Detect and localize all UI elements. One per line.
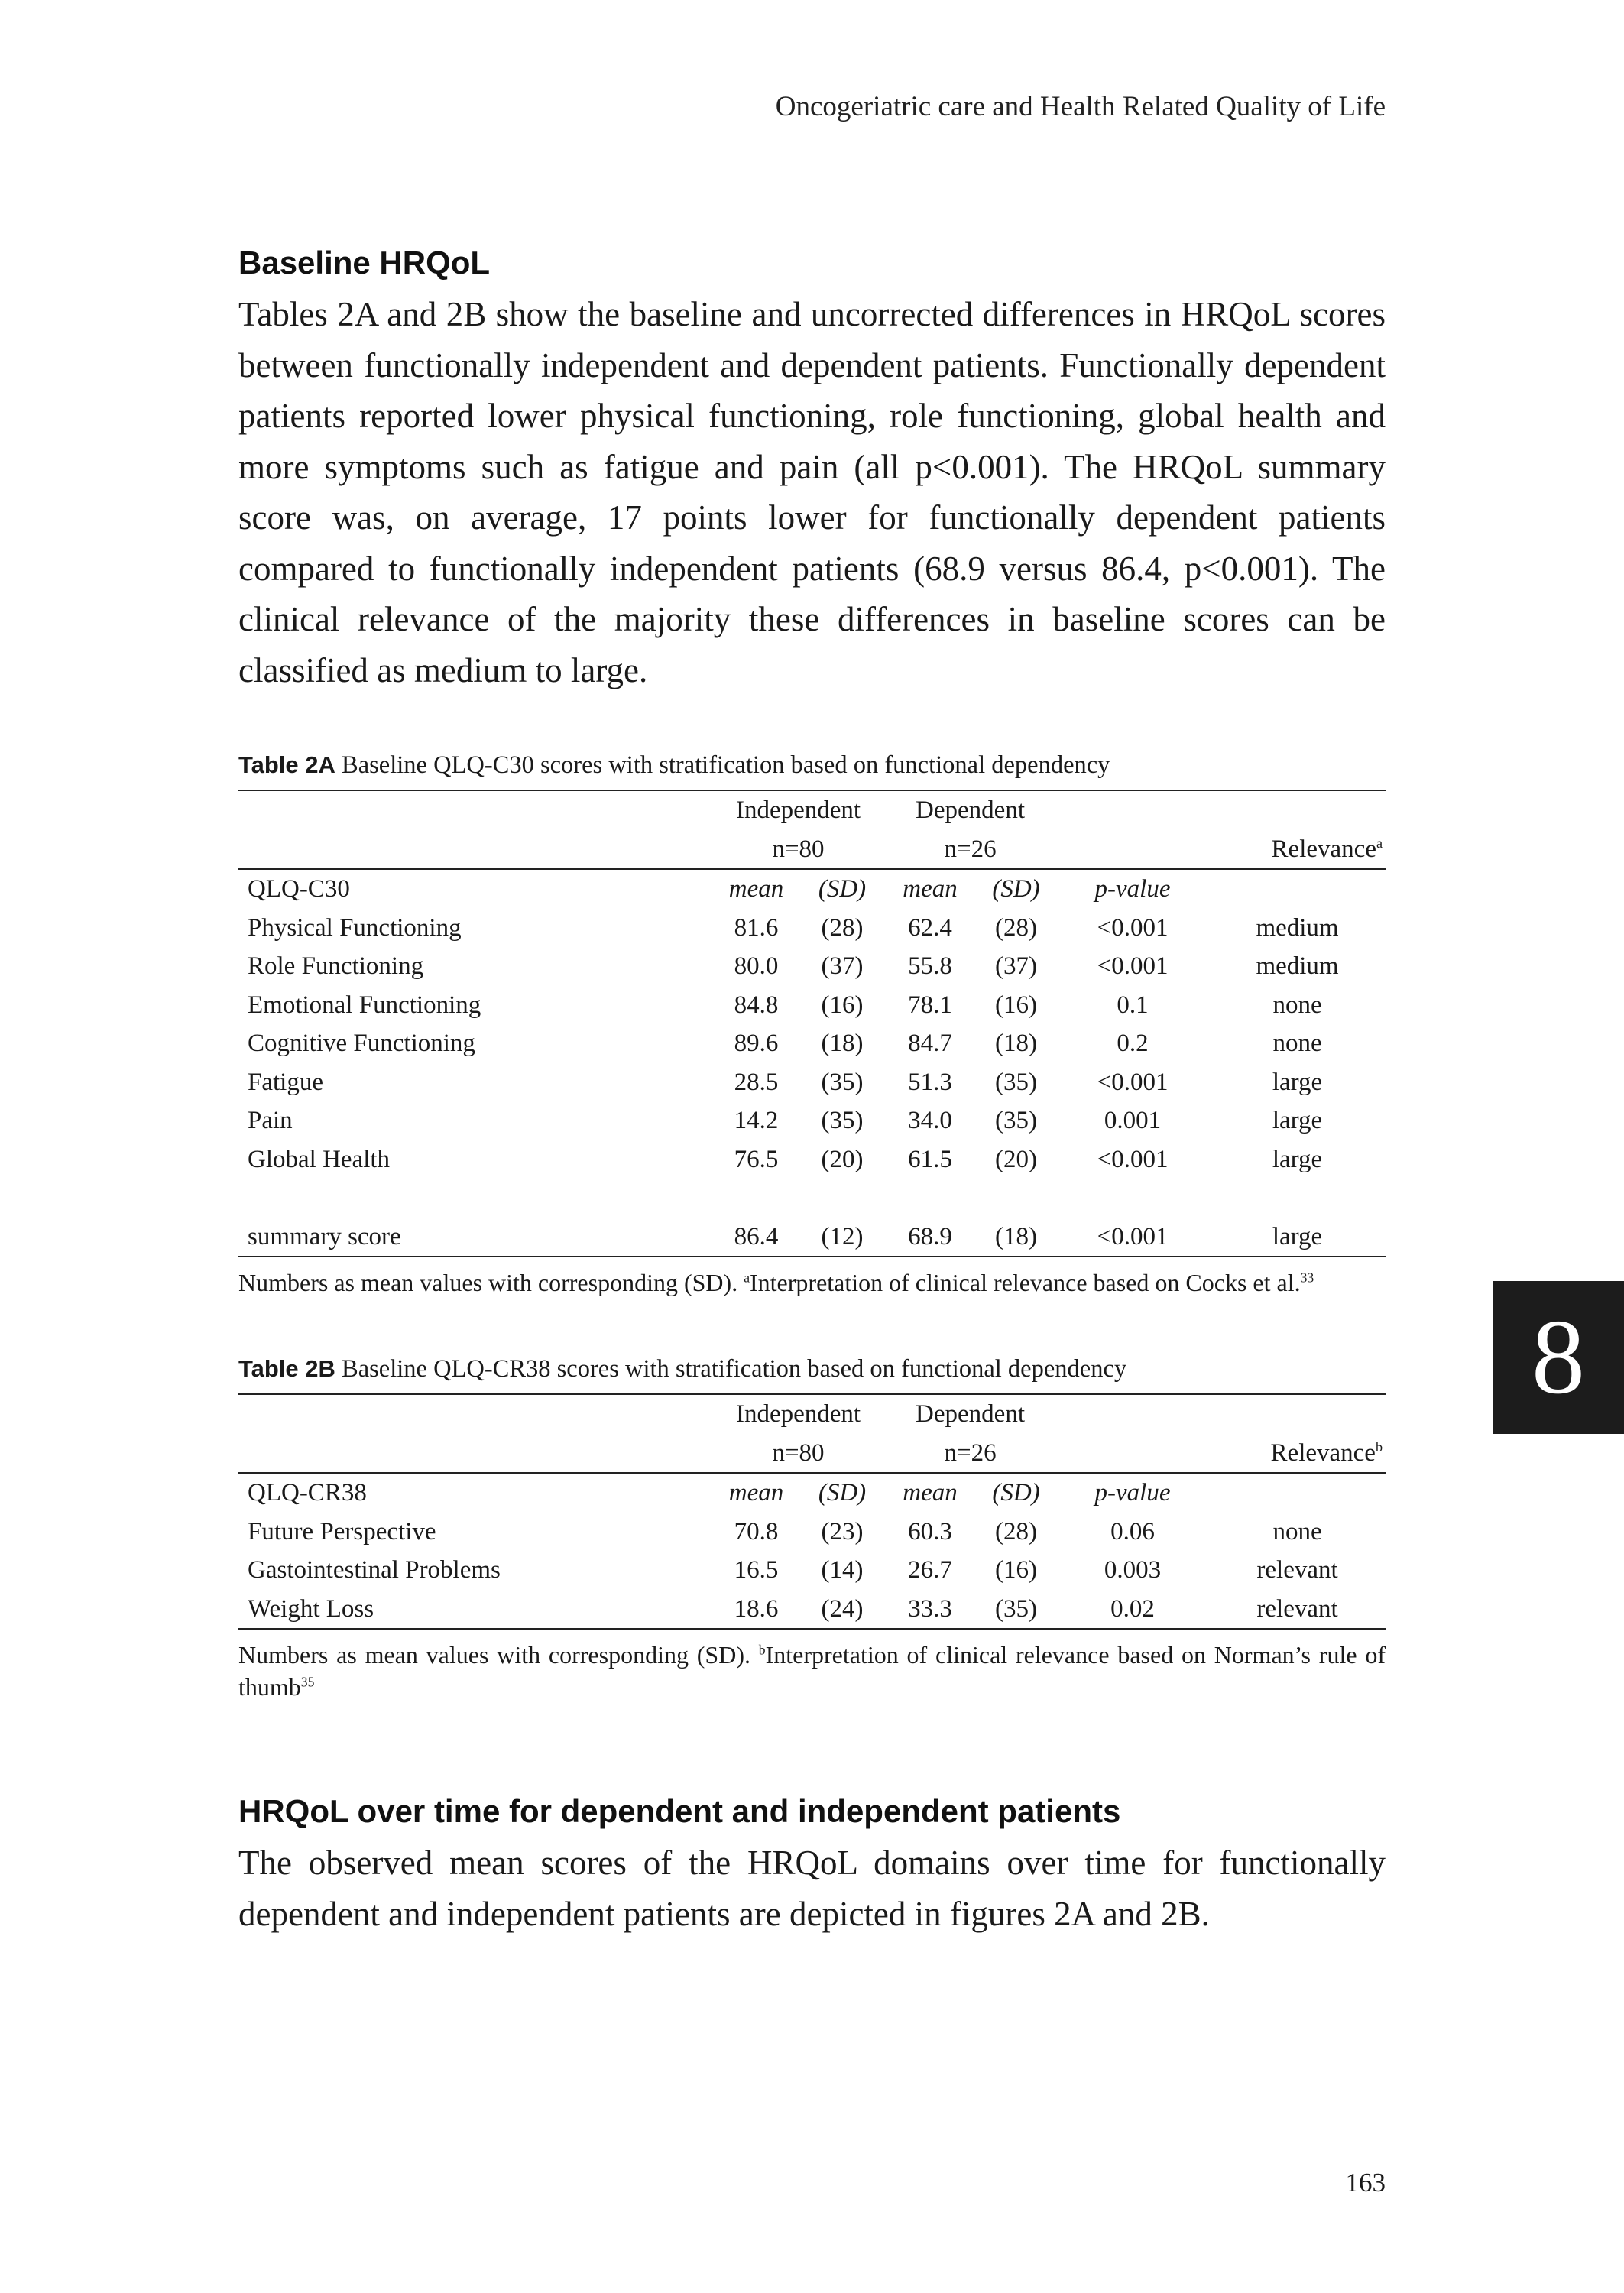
- independent-sd: (12): [800, 1218, 884, 1257]
- independent-mean: 14.2: [734, 1107, 779, 1134]
- independent-sd: (20): [821, 1145, 864, 1173]
- table-2a-caption-text: Baseline QLQ-C30 scores with stratification based on functional dependency: [342, 751, 1110, 779]
- dependent-sd: (35): [976, 1590, 1056, 1630]
- dependent-sd: (18): [976, 1218, 1056, 1257]
- relevance-header: [1209, 830, 1386, 870]
- dependent-mean: 60.3: [908, 1517, 952, 1545]
- table-2b-block: [238, 1354, 1386, 1703]
- relevance: large: [1272, 1145, 1323, 1173]
- p-value: 0.003: [1104, 1556, 1162, 1584]
- dependent-mean: 78.1: [908, 991, 952, 1019]
- table-header-row: [238, 830, 1386, 870]
- p-value: 0.02: [1056, 1590, 1209, 1630]
- table-header-row: [238, 790, 1386, 830]
- dependent-mean: 68.9: [884, 1218, 976, 1257]
- n-independent: n=80: [712, 1434, 884, 1474]
- dependent-mean: 34.0: [908, 1107, 952, 1134]
- table-row: [238, 1140, 1386, 1179]
- independent-mean: 28.5: [734, 1068, 779, 1096]
- table-header-row: [238, 1434, 1386, 1474]
- table-row: [238, 1101, 1386, 1140]
- relevance: relevant: [1209, 1590, 1386, 1630]
- independent-sd: (23): [821, 1517, 864, 1545]
- dependent-sd: (37): [995, 952, 1038, 980]
- p-value: 0.2: [1117, 1030, 1149, 1057]
- p-value: 0.06: [1110, 1517, 1155, 1545]
- table-header-row: [238, 869, 1386, 909]
- scale-name: QLQ-CR38: [248, 1479, 367, 1507]
- relevance-header-label: Relevance: [1270, 1438, 1376, 1467]
- n-independent: n=80: [712, 830, 884, 870]
- table-2a-label: Table 2A: [238, 751, 335, 778]
- group-dependent: Dependent: [884, 790, 1056, 830]
- citation-ref: 35: [300, 1674, 315, 1690]
- p-value: <0.001: [1097, 913, 1169, 942]
- independent-sd: (16): [821, 991, 864, 1019]
- relevance: none: [1272, 1030, 1322, 1057]
- table-row: [238, 1590, 1386, 1630]
- col-mean: mean: [728, 1479, 784, 1507]
- relevance: large: [1272, 1068, 1323, 1096]
- table-row: [238, 1551, 1386, 1590]
- relevance-header: [1209, 1434, 1386, 1474]
- dependent-sd: (35): [995, 1107, 1038, 1134]
- dependent-mean: 55.8: [908, 952, 952, 980]
- dependent-sd: (28): [995, 913, 1038, 942]
- row-label: summary score: [238, 1218, 712, 1257]
- row-label: Global Health: [248, 1145, 391, 1173]
- relevance: medium: [1256, 952, 1339, 980]
- relevance: none: [1272, 991, 1322, 1019]
- p-value: 0.1: [1117, 991, 1149, 1019]
- independent-sd: (24): [800, 1590, 884, 1630]
- table-row: [238, 909, 1386, 948]
- col-mean: mean: [903, 875, 958, 903]
- independent-mean: 18.6: [712, 1590, 800, 1630]
- p-value: <0.001: [1097, 1068, 1169, 1096]
- independent-mean: 76.5: [734, 1145, 779, 1173]
- dependent-sd: (16): [995, 1556, 1038, 1584]
- group-independent: Independent: [712, 1394, 884, 1434]
- dependent-mean: 33.3: [884, 1590, 976, 1630]
- dependent-sd: (16): [995, 991, 1038, 1019]
- p-value: 0.001: [1104, 1107, 1162, 1134]
- group-independent: Independent: [712, 790, 884, 830]
- independent-mean: 16.5: [734, 1556, 779, 1584]
- relevance-footnote-mark: a: [1376, 835, 1383, 851]
- relevance: large: [1209, 1218, 1386, 1257]
- independent-mean: 80.0: [734, 952, 779, 980]
- dependent-sd: (35): [995, 1068, 1038, 1096]
- table-2a-footnote: [238, 1267, 1386, 1299]
- running-header: Oncogeriatric care and Health Related Quality of Life: [775, 91, 1386, 122]
- table-2a-caption: [238, 750, 1386, 780]
- relevance: large: [1272, 1107, 1323, 1134]
- row-label: Role Functioning: [248, 952, 424, 980]
- p-value: <0.001: [1097, 952, 1169, 980]
- section-paragraph-over-time: The observed mean scores of the HRQoL domains over time for functionally dependent and independent patients are depicted in figures 2A and 2B.: [238, 1844, 1386, 1933]
- relevance: none: [1272, 1517, 1322, 1545]
- table-row: [238, 947, 1386, 986]
- independent-mean: 81.6: [734, 913, 779, 942]
- row-label: Cognitive Functioning: [248, 1030, 475, 1057]
- col-sd: (SD): [818, 875, 867, 903]
- row-label: Physical Functioning: [248, 913, 462, 942]
- dependent-sd: (18): [995, 1030, 1038, 1057]
- p-value: <0.001: [1097, 1145, 1169, 1173]
- dependent-sd: (28): [995, 1517, 1038, 1545]
- col-sd: (SD): [992, 875, 1040, 903]
- table-row: [238, 986, 1386, 1025]
- row-label: Emotional Functioning: [248, 991, 481, 1019]
- section-heading-baseline: Baseline HRQoL: [238, 245, 491, 281]
- independent-sd: (35): [821, 1068, 864, 1096]
- table-2a-block: [238, 750, 1386, 1299]
- dependent-mean: 26.7: [908, 1556, 952, 1584]
- independent-sd: (14): [821, 1556, 864, 1584]
- table-header-row: [238, 1394, 1386, 1434]
- dependent-mean: 51.3: [908, 1068, 952, 1096]
- p-value: <0.001: [1056, 1218, 1209, 1257]
- page-content: [238, 243, 1386, 1939]
- relevance: medium: [1256, 913, 1339, 942]
- relevance-footnote-mark: b: [1375, 1438, 1383, 1455]
- row-label: Future Perspective: [248, 1517, 436, 1545]
- table-2b-footnote: [238, 1639, 1386, 1703]
- col-mean: mean: [903, 1479, 958, 1507]
- col-mean: mean: [728, 875, 784, 903]
- table-2b-label: Table 2B: [238, 1355, 335, 1382]
- row-label: Pain: [248, 1107, 293, 1134]
- section-paragraph-baseline: Tables 2A and 2B show the baseline and uncorrected differences in HRQoL scores between functionally independent and dependent patients. Functionally dependent patients reported lower physical functioning, role functioning, global health and more symptoms such as fatigue and pain (all p<0.001). The HRQoL summary score was, on average, 17 points lower for functionally dependent patients compared to functionally independent patients (68.9 versus 86.4, p<0.001). The clinical relevance of the majority these differences in baseline scores can be classified as medium to large.: [238, 295, 1386, 689]
- independent-mean: 89.6: [734, 1030, 779, 1057]
- relevance: relevant: [1256, 1556, 1338, 1584]
- table-spacer-row: [238, 1179, 1386, 1218]
- independent-mean: 86.4: [712, 1218, 800, 1257]
- row-label: Weight Loss: [238, 1590, 712, 1630]
- independent-mean: 70.8: [734, 1517, 779, 1545]
- table-row: [238, 1024, 1386, 1063]
- independent-sd: (37): [821, 952, 864, 980]
- dependent-mean: 62.4: [908, 913, 952, 942]
- table-2b-caption-text: Baseline QLQ-CR38 scores with stratification based on functional dependency: [342, 1355, 1127, 1383]
- independent-sd: (35): [821, 1107, 864, 1134]
- citation-ref: 33: [1300, 1270, 1314, 1286]
- scale-name: QLQ-C30: [248, 875, 350, 903]
- col-pvalue: p-value: [1094, 1479, 1171, 1507]
- footnote-text: Numbers as mean values with corresponding (SD).: [238, 1269, 744, 1296]
- table-2b-caption: [238, 1354, 1386, 1384]
- col-sd: (SD): [818, 1479, 867, 1507]
- independent-mean: 84.8: [734, 991, 779, 1019]
- footnote-text: Numbers as mean values with corresponding (SD).: [238, 1641, 759, 1669]
- table-row-summary: [238, 1218, 1386, 1257]
- dependent-mean: 61.5: [908, 1145, 952, 1173]
- table-row: [238, 1513, 1386, 1552]
- footnote-text: Interpretation of clinical relevance based on Cocks et al.: [750, 1269, 1301, 1296]
- group-dependent: Dependent: [884, 1394, 1056, 1434]
- table-2a: [238, 790, 1386, 1257]
- table-header-row: [238, 1473, 1386, 1513]
- footnote-mark: a: [744, 1270, 750, 1286]
- col-pvalue: p-value: [1094, 875, 1171, 903]
- table-row: [238, 1063, 1386, 1102]
- table-2b: [238, 1393, 1386, 1630]
- dependent-sd: (20): [995, 1145, 1038, 1173]
- dependent-mean: 84.7: [908, 1030, 952, 1057]
- n-dependent: n=26: [884, 830, 1056, 870]
- relevance-header-label: Relevance: [1271, 835, 1376, 863]
- row-label: Gastointestinal Problems: [248, 1556, 501, 1584]
- page-number: 163: [1345, 2168, 1386, 2197]
- independent-sd: (28): [821, 913, 864, 942]
- col-sd: (SD): [992, 1479, 1040, 1507]
- footnote-mark: b: [758, 1642, 766, 1658]
- independent-sd: (18): [821, 1030, 864, 1057]
- chapter-tab: 8: [1493, 1281, 1624, 1434]
- section-heading-over-time: HRQoL over time for dependent and independent patients: [238, 1793, 1121, 1829]
- row-label: Fatigue: [248, 1068, 323, 1096]
- n-dependent: n=26: [884, 1434, 1056, 1474]
- footnote-text: Interpretation of clinical relevance based on Norman’s rule of thumb: [238, 1641, 1386, 1701]
